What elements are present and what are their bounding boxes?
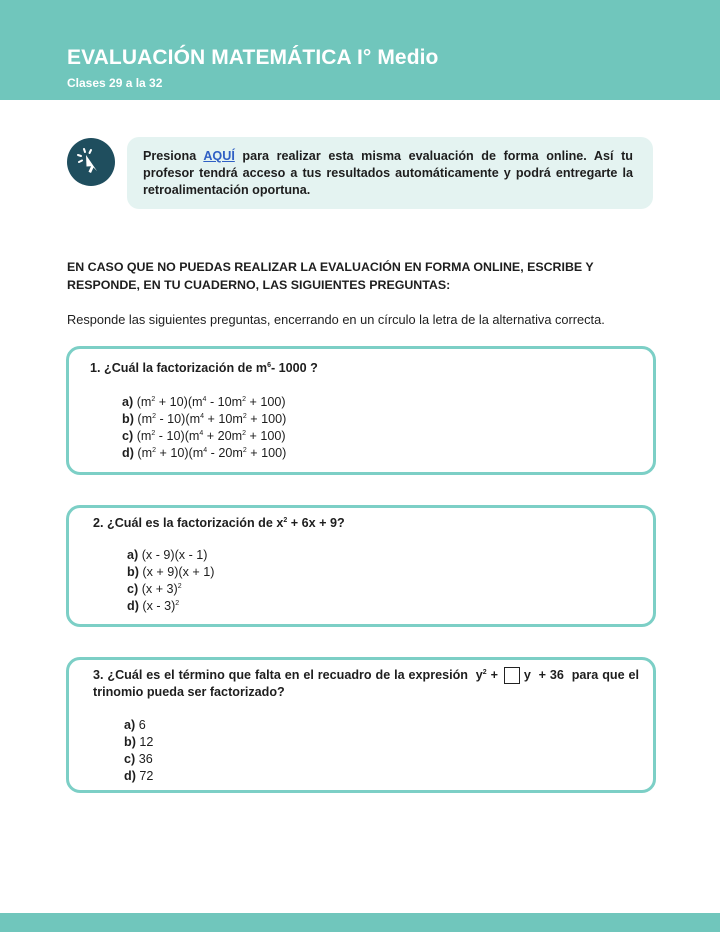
question-1-title: 1. ¿Cuál la factorización de $m^6-$ 1000 ? [90, 361, 318, 375]
question-3-option-b[interactable]: b) 12 [124, 735, 154, 749]
question-2-option-d[interactable]: d) (x - 3)$^2$ [127, 599, 180, 613]
question-3-option-d[interactable]: d) 72 [124, 769, 154, 783]
question-1-options [122, 394, 286, 462]
page-title: EVALUACIÓN MATEMÁTICA I° Medio [67, 46, 439, 69]
question-1-option-d[interactable]: d) $(m^2 + 10)(m^4 - 20m^2 + 100)$ [122, 446, 287, 460]
question-3-title: 3. ¿Cuál es el término que falta en el recuadro de la expresión $y^2 + y + 36$ para que el trinomio pueda ser factorizado? [93, 668, 639, 699]
question-3-box [66, 657, 656, 793]
pointer-click-icon [67, 138, 115, 186]
question-2-title: 2. ¿Cuál es la factorización de $x^2 + 6x + 9$? [93, 516, 345, 530]
page-subtitle: Clases 29 a la 32 [67, 76, 163, 90]
notice-text [143, 148, 633, 199]
question-1-option-c[interactable]: c) $(m^2 - 10)(m^4 + 20m^2 + 100)$ [122, 429, 286, 443]
online-evaluation-link[interactable]: AQUÍ [203, 149, 235, 163]
online-evaluation-notice [127, 137, 653, 209]
offline-instructions: EN CASO QUE NO PUEDAS REALIZAR LA EVALUACIÓN EN FORMA ONLINE, ESCRIBE Y RESPONDE, EN TU CUADERNO, LAS SIGUIENTES PREGUNTAS: [67, 260, 594, 292]
question-2-box [66, 505, 656, 627]
answer-instructions: Responde las siguientes preguntas, encerrando en un círculo la letra de la alternativa correcta. [67, 312, 605, 327]
question-1-box [66, 346, 656, 475]
notice-prefix: Presiona [143, 149, 204, 163]
question-2-option-a[interactable]: a) (x - 9)(x - 1) [127, 548, 208, 562]
question-2-option-b[interactable]: b) (x + 9)(x + 1) [127, 565, 215, 579]
question-2-option-c[interactable]: c) $(x + 3)^2$ [127, 582, 182, 596]
question-2-options [127, 547, 214, 615]
page-header [0, 0, 720, 100]
question-1-option-a[interactable]: a) $(m^2 + 10)(m^4 - 10m^2 + 100)$ [122, 395, 286, 409]
notice-suffix: para realizar esta misma evaluación de forma online. Así tu profesor tendrá acceso a tus resultados automáticamente y podrá entregarte la retroalimentación oportuna. [143, 149, 633, 197]
question-3-options [124, 717, 153, 785]
page-footer [0, 913, 720, 932]
question-3-option-c[interactable]: c) 36 [124, 752, 153, 766]
question-1-option-b[interactable]: b) $(m^2 - 10)(m^4 + 10m^2 + 100)$ [122, 412, 287, 426]
question-3-option-a[interactable]: a) 6 [124, 718, 146, 732]
